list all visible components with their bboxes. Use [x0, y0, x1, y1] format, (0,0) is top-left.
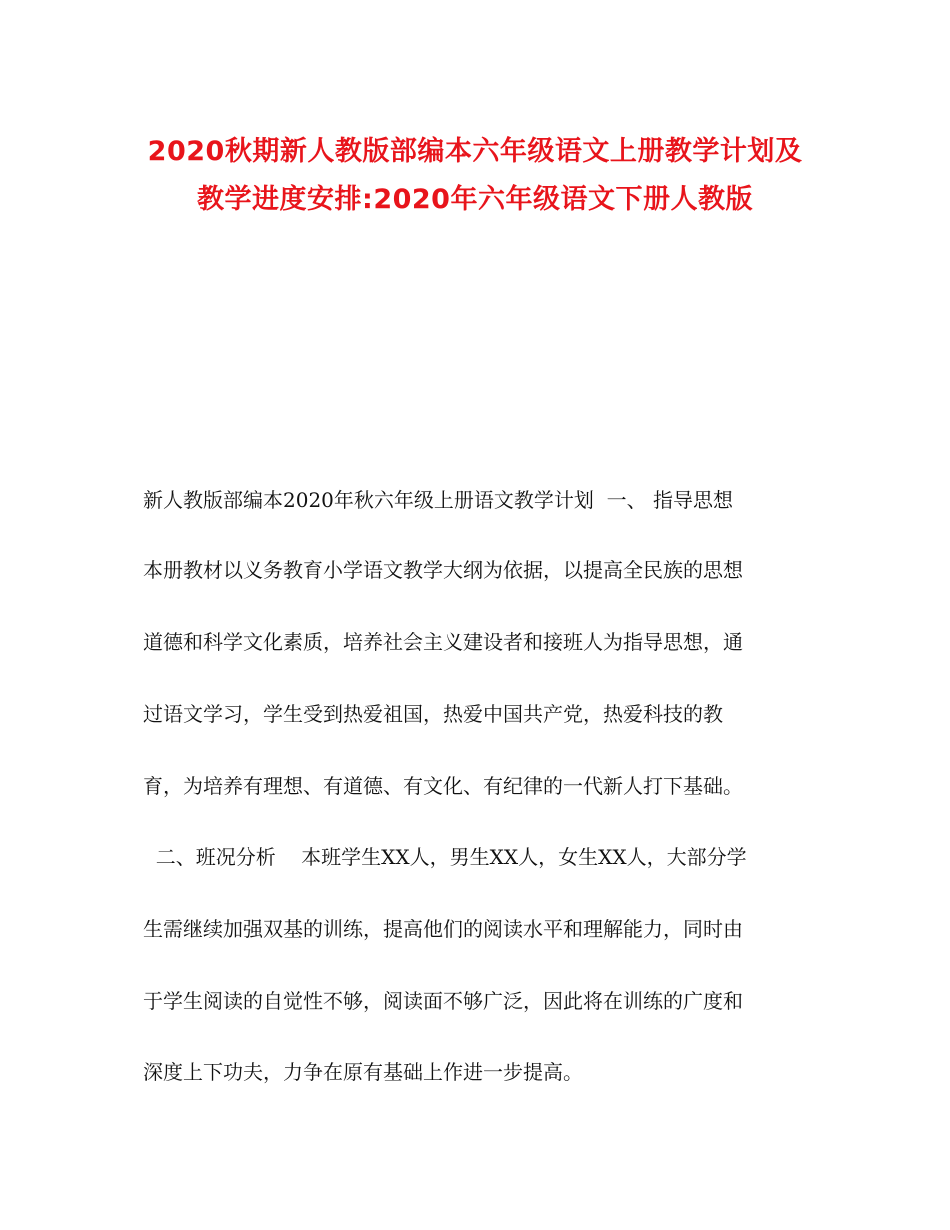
- body-line: 本册教材以义务教育小学语文教学大纲为依据，以提高全民族的思想: [143, 558, 743, 582]
- title-line-2: 教学进度安排:2020年六年级语文下册人教版: [197, 184, 753, 215]
- body-line: 深度上下功夫，力争在原有基础上作进一步提高。: [143, 1060, 583, 1084]
- body-line: 于学生阅读的自觉性不够，阅读面不够广泛，因此将在训练的广度和: [143, 989, 743, 1013]
- body-line: 新人教版部编本2020年秋六年级上册语文教学计划 一、 指导思想: [143, 488, 733, 512]
- body-line: 二、班况分析 本班学生XX人，男生XX人，女生XX人，大部分学: [143, 845, 747, 869]
- body-line: 过语文学习，学生受到热爱祖国，热爱中国共产党，热爱科技的教: [143, 702, 723, 726]
- title-line-1: 2020秋期新人教版部编本六年级语文上册教学计划及: [147, 136, 803, 167]
- document-title: [0, 128, 950, 224]
- body-line: 道德和科学文化素质，培养社会主义建设者和接班人为指导思想，通: [143, 630, 743, 654]
- body-line: 生需继续加强双基的训练，提高他们的阅读水平和理解能力，同时由: [143, 917, 743, 941]
- body-line: 育，为培养有理想、有道德、有文化、有纪律的一代新人打下基础。: [143, 774, 743, 798]
